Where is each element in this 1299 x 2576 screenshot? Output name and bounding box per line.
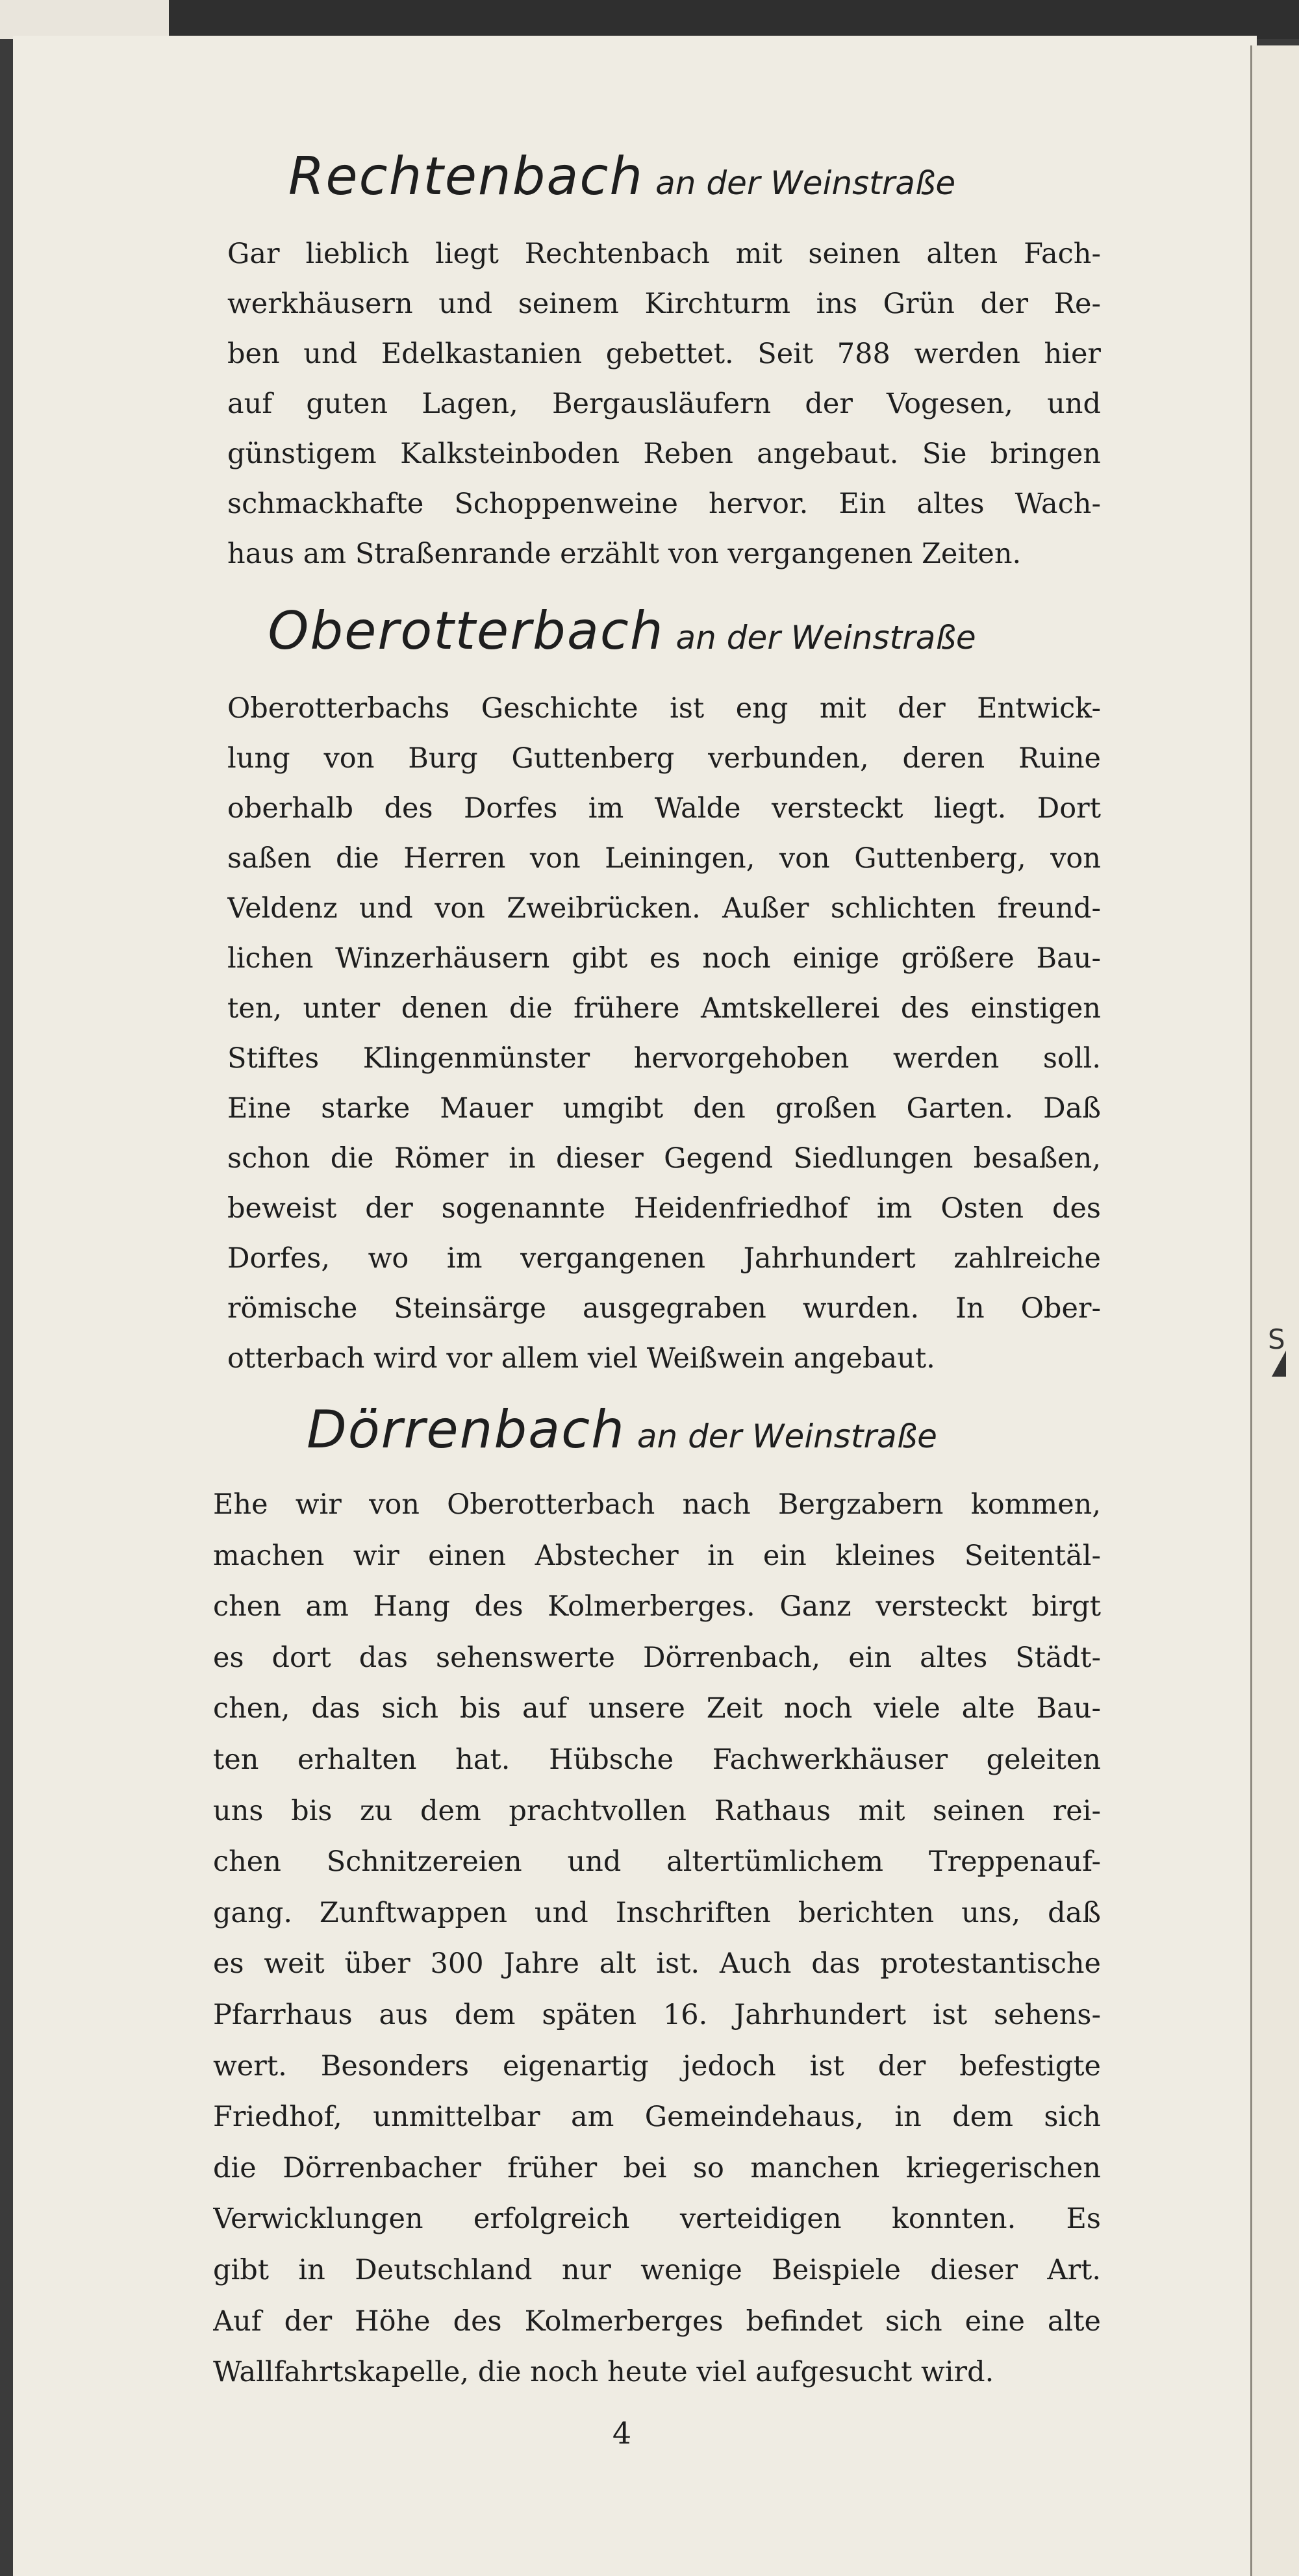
text-line: Auf der Höhe des Kolmerberges befindet sich eine alte xyxy=(213,2305,1101,2338)
text-line: Wallfahrtskapelle, die noch heute viel aufgesucht wird. xyxy=(213,2356,994,2389)
section-subtitle: an der Weinstraße xyxy=(675,619,976,657)
text-line: Ehe wir von Oberotterbach nach Bergzabern kommen, xyxy=(213,1488,1101,1521)
section-text-rechtenbach xyxy=(227,229,1101,579)
text-line: haus am Straßenrande erzählt von vergangenen Zeiten. xyxy=(227,538,1022,570)
scan-background xyxy=(0,0,1299,39)
text-line: Gar lieblich liegt Rechtenbach mit seinen alten Fach- xyxy=(227,238,1101,270)
text-line: es dort das sehenswerte Dörrenbach, ein altes Städt- xyxy=(213,1641,1101,1674)
text-line: die Dörrenbacher früher bei so manchen kriegerischen xyxy=(213,2151,1101,2184)
section-subtitle: an der Weinstraße xyxy=(637,1418,937,1455)
next-page-edge xyxy=(1250,45,1299,2576)
text-line: uns bis zu dem prachtvollen Rathaus mit seinen rei- xyxy=(213,1794,1101,1827)
text-line: chen am Hang des Kolmerberges. Ganz versteckt birgt xyxy=(213,1590,1101,1623)
text-line: ben und Edelkastanien gebettet. Seit 788 werden hier xyxy=(227,338,1101,370)
text-line: schon die Römer in dieser Gegend Siedlungen besaßen, xyxy=(227,1142,1101,1175)
text-line: es weit über 300 Jahre alt ist. Auch das protestantische xyxy=(213,1947,1101,1981)
next-page-edge-mark xyxy=(1272,1351,1286,1377)
text-line: lichen Winzerhäusern gibt es noch einige größere Bau- xyxy=(227,942,1101,975)
text-line: ten erhalten hat. Hübsche Fachwerkhäuser geleiten xyxy=(213,1743,1101,1776)
text-line: chen, das sich bis auf unsere Zeit noch viele alte Bau- xyxy=(213,1692,1101,1725)
text-line: Dorfes, wo im vergangenen Jahrhundert zahlreiche xyxy=(227,1242,1101,1275)
text-line: Eine starke Mauer umgibt den großen Garten. Daß xyxy=(227,1092,1101,1125)
section-heading-doerrenbach xyxy=(0,1399,1244,1460)
text-line: römische Steinsärge ausgegraben wurden. In Ober- xyxy=(227,1292,1101,1325)
text-line: machen wir einen Abstecher in ein kleines Seitentäl- xyxy=(213,1539,1101,1572)
section-text-oberotterbach xyxy=(227,684,1101,1384)
text-line: Pfarrhaus aus dem späten 16. Jahrhundert ist sehens- xyxy=(213,1998,1101,2031)
page-number: 4 xyxy=(612,2416,632,2451)
text-line: lung von Burg Guttenberg verbunden, deren Ruine xyxy=(227,742,1101,775)
text-line: Oberotterbachs Geschichte ist eng mit der Entwick- xyxy=(227,692,1101,725)
section-text-doerrenbach xyxy=(213,1479,1101,2398)
text-line: oberhalb des Dorfes im Walde versteckt liegt. Dort xyxy=(227,792,1101,825)
text-line: gibt in Deutschland nur wenige Beispiele dieser Art. xyxy=(213,2253,1101,2286)
text-line: Stiftes Klingenmünster hervorgehoben werden soll. xyxy=(227,1042,1101,1075)
text-line: schmackhafte Schoppenweine hervor. Ein altes Wach- xyxy=(227,488,1101,520)
text-line: gang. Zunftwappen und Inschriften berichten uns, daß xyxy=(213,1896,1101,1929)
text-line: ten, unter denen die frühere Amtskellerei des einstigen xyxy=(227,992,1101,1025)
section-title: Oberotterbach xyxy=(268,601,664,661)
text-line: günstigem Kalksteinboden Reben angebaut. Sie bringen xyxy=(227,438,1101,470)
text-line: beweist der sogenannte Heidenfriedhof im Osten des xyxy=(227,1192,1101,1225)
text-line: werkhäusern und seinem Kirchturm ins Grün der Re- xyxy=(227,288,1101,320)
text-line: wert. Besonders eigenartig jedoch ist der befestigte xyxy=(213,2049,1101,2082)
text-line: Verwicklungen erfolgreich verteidigen konnten. Es xyxy=(213,2203,1101,2236)
section-heading-rechtenbach xyxy=(0,146,1244,206)
section-subtitle: an der Weinstraße xyxy=(655,164,956,202)
section-heading-oberotterbach xyxy=(0,601,1244,661)
text-line: saßen die Herren von Leiningen, von Guttenberg, von xyxy=(227,842,1101,875)
scan-corner xyxy=(0,0,169,39)
section-title: Rechtenbach xyxy=(288,146,644,206)
text-line: Veldenz und von Zweibrücken. Außer schlichten freund- xyxy=(227,892,1101,925)
next-page-edge-text: S xyxy=(1268,1323,1285,1355)
text-line: auf guten Lagen, Bergausläufern der Vogesen, und xyxy=(227,388,1101,420)
text-line: otterbach wird vor allem viel Weißwein angebaut. xyxy=(227,1342,935,1375)
section-title: Dörrenbach xyxy=(307,1399,625,1460)
text-line: Friedhof, unmittelbar am Gemeindehaus, in dem sich xyxy=(213,2101,1101,2134)
text-line: chen Schnitzereien und altertümlichem Treppenauf- xyxy=(213,1845,1101,1879)
